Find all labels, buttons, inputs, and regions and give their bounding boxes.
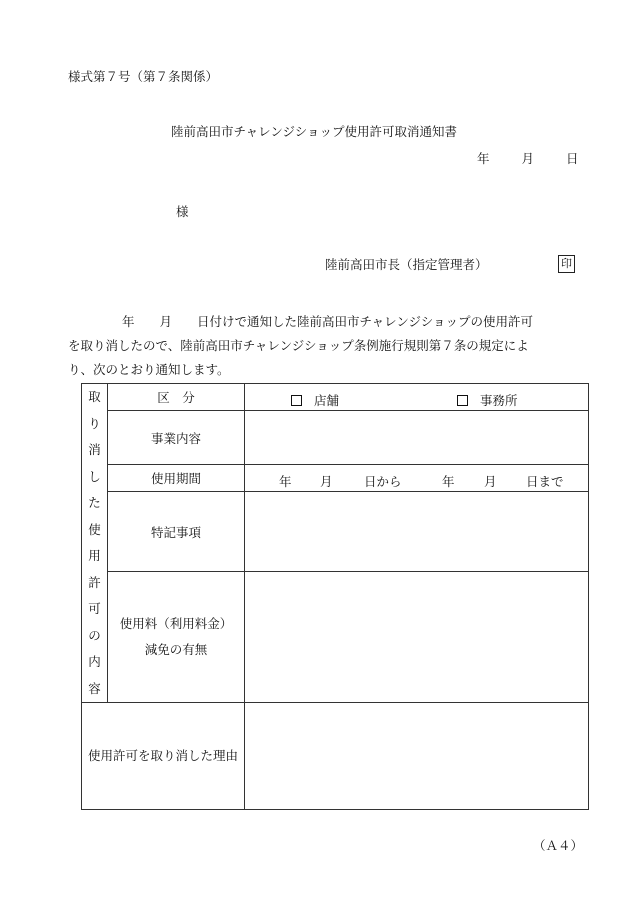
notes-value	[245, 492, 589, 572]
notice-body	[68, 310, 590, 382]
form-number: 様式第７号（第７条関係）	[68, 69, 219, 84]
addressee-honorific: 様	[176, 204, 189, 219]
notes-label: 特記事項	[108, 492, 245, 572]
issuer-name: 陸前高田市長（指定管理者）	[325, 257, 488, 272]
body-line-3: り、次のとおり通知します。	[68, 362, 230, 377]
fee-reduction-value	[245, 572, 589, 703]
issue-date	[477, 153, 579, 166]
business-value	[245, 411, 589, 465]
side-label-revoked-content: 取 り 消 し た 使 用 許 可 の 内 容	[82, 384, 108, 703]
period-value: 年 月 日から 年 月 日まで	[245, 465, 589, 492]
revocation-details-table	[81, 383, 589, 810]
reason-label: 使用許可を取り消した理由	[82, 703, 245, 810]
seal-stamp: 印	[558, 255, 575, 273]
date-month: 月	[521, 151, 535, 166]
checkbox-icon[interactable]	[457, 395, 468, 406]
checkbox-icon[interactable]	[291, 395, 302, 406]
date-day: 日	[566, 151, 579, 166]
document-title: 陸前高田市チャレンジショップ使用許可取消通知書	[171, 124, 457, 139]
paper-size-note: （Ａ４）	[533, 838, 584, 853]
body-line-1: 年 月 日付けで通知した陸前高田市チャレンジショップの使用許可	[122, 314, 533, 329]
option-shop[interactable]: 店舗	[291, 391, 339, 409]
date-year: 年	[477, 151, 490, 166]
division-options	[245, 384, 589, 411]
body-line-2: を取り消したので、陸前高田市チャレンジショップ条例施行規則第７条の規定によ	[68, 338, 529, 353]
option-office[interactable]: 事務所	[457, 391, 518, 409]
division-label: 区 分	[108, 384, 245, 411]
reason-value	[245, 703, 589, 810]
period-label: 使用期間	[108, 465, 245, 492]
fee-reduction-label: 使用料（利用料金） 減免の有無	[108, 572, 245, 703]
business-label: 事業内容	[108, 411, 245, 465]
